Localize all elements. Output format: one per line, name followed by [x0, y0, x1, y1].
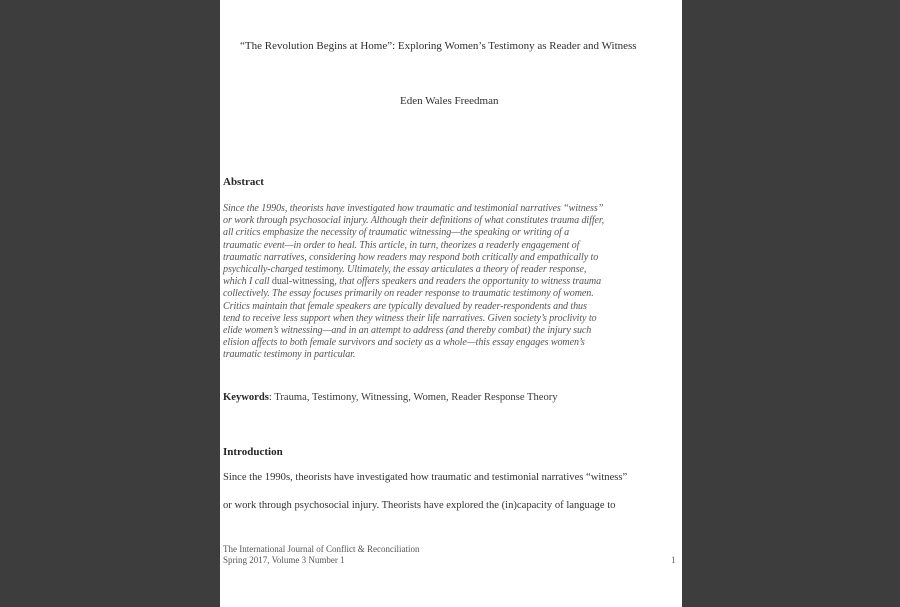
abstract-line — [223, 276, 681, 288]
document-page — [220, 0, 682, 607]
abstract-body — [223, 203, 681, 362]
introduction-line: or work through psychosocial injury. Theorists have explored the (in)capacity of language to — [223, 500, 616, 511]
abstract-heading: Abstract — [223, 176, 264, 188]
abstract-line: all critics emphasize the necessity of traumatic witnessing—the speaking or writing of a — [223, 227, 570, 239]
abstract-line: traumatic testimony in particular. — [223, 349, 356, 361]
abstract-line: Since the 1990s, theorists have investigated how traumatic and testimonial narratives “witness” — [223, 203, 604, 214]
footer-journal: The International Journal of Conflict & Reconciliation — [223, 544, 420, 554]
footer-issue: Spring 2017, Volume 3 Number 1 — [223, 555, 345, 565]
abstract-line: elision affects to both female survivors and society as a whole—this essay engages women’s — [223, 337, 585, 349]
page-number: 1 — [671, 555, 676, 565]
abstract-line: or work through psychosocial injury. Although their definitions of what constitutes trauma differ, — [223, 215, 605, 227]
introduction-line: Since the 1990s, theorists have investigated how traumatic and testimonial narratives “witness” — [223, 472, 628, 483]
paper-title: “The Revolution Begins at Home”: Exploring Women’s Testimony as Reader and Witness — [240, 40, 637, 52]
author-name: Eden Wales Freedman — [400, 95, 499, 107]
introduction-heading: Introduction — [223, 446, 283, 458]
abstract-line: elide women’s witnessing—and in an attempt to address (and thereby combat) the injury such — [223, 325, 592, 337]
abstract-line: traumatic narratives, considering how readers may respond both critically and empathically to — [223, 251, 599, 263]
keywords — [223, 393, 558, 404]
abstract-line: psychically-charged testimony. Ultimately, the essay articulates a theory of reader response, — [223, 264, 587, 276]
abstract-line: traumatic event—in order to heal. This article, in turn, theorizes a readerly engagement of — [223, 239, 580, 251]
abstract-line: tend to receive less support when they witness their life narratives. Given society’s proclivity to — [223, 312, 597, 324]
abstract-text: which I call — [223, 276, 272, 288]
keywords-label: Keywords — [223, 392, 269, 403]
abstract-text: , that offers speakers and readers the opportunity to witness trauma — [334, 276, 602, 288]
dual-witnessing-term: dual-witnessing — [271, 276, 335, 288]
abstract-line: Critics maintain that female speakers are typically devalued by reader-respondents and thus — [223, 300, 587, 312]
keywords-list: : Trauma, Testimony, Witnessing, Women, Reader Response Theory — [268, 392, 558, 403]
abstract-line: collectively. The essay focuses primarily on reader response to traumatic testimony of women. — [223, 288, 594, 300]
